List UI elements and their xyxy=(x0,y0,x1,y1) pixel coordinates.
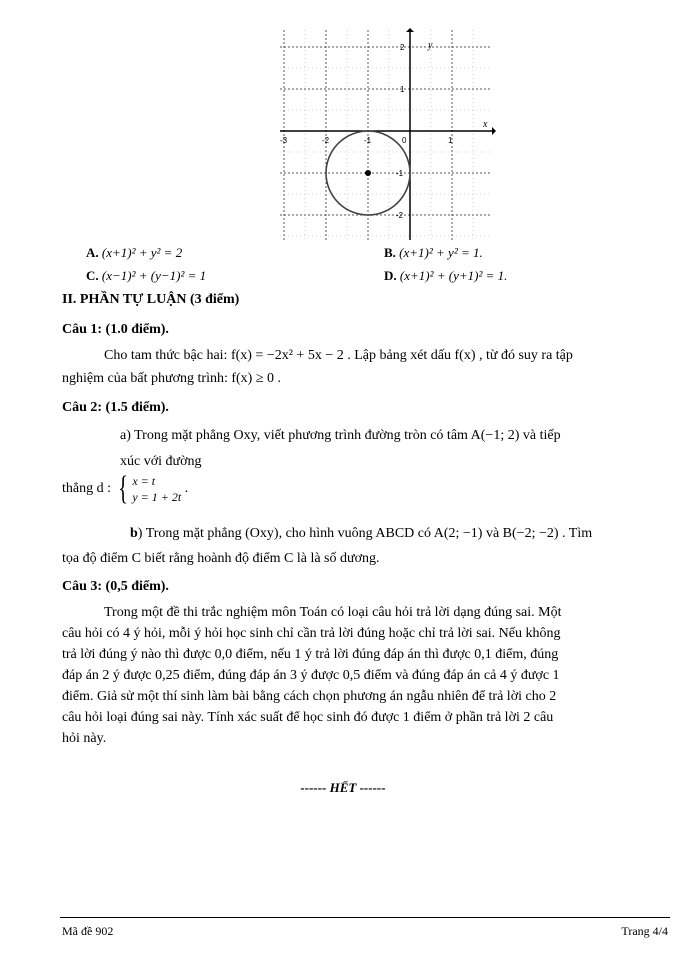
brace-symbol: { xyxy=(117,470,128,507)
q1-line1: Cho tam thức bậc hai: f(x) = −2x² + 5x − 2 . Lập bảng xét dấu f(x) , từ đó suy ra tập xyxy=(104,348,573,363)
y-axis-arrow xyxy=(406,28,414,32)
answer-c-text: (x−1)² + (y−1)² = 1 xyxy=(101,268,207,283)
x-tick-label: -1 xyxy=(364,136,372,145)
q1-line2: nghiệm của bất phương trình: f(x) ≥ 0 . xyxy=(62,371,282,386)
answer-b: B. (x+1)² + y² = 1. xyxy=(384,245,483,260)
x-tick-label: 1 xyxy=(448,136,453,145)
q3-line: câu hỏi có 4 ý hỏi, mỗi ý hỏi học sinh chỉ cần trả lời đúng hoặc chỉ trả lời sai. Nếu không xyxy=(62,626,561,641)
q2b-line2: tọa độ điểm C biết rằng hoành độ điểm C là là số dương. xyxy=(62,551,380,566)
q3-line: hỏi này. xyxy=(62,731,107,746)
answer-a-text: (x+1)² + y² = 2 xyxy=(101,245,183,260)
q2-title: Câu 2: (1.5 điểm). xyxy=(62,400,169,415)
q3-line: trả lời đúng ý nào thì được 0,0 điểm, nếu 1 ý trả lời đúng đáp án thì được 0,1 điểm, đúng xyxy=(62,647,559,662)
y-tick-label: 1 xyxy=(400,85,405,94)
q3-line: đáp án 2 ý được 0,25 điểm, đúng đáp án 3 ý được 0,5 điểm và đúng đáp án cả 4 ý được 1 xyxy=(62,668,560,683)
answer-d: D. (x+1)² + (y+1)² = 1. xyxy=(384,268,508,283)
y-tick-label: -2 xyxy=(396,211,404,220)
q2a-thang: thẳng d : xyxy=(62,481,111,496)
sys-eq1: x = t xyxy=(132,474,156,488)
circle-graph xyxy=(278,28,496,244)
y-tick-label: -1 xyxy=(396,169,404,178)
x-axis-arrow xyxy=(492,127,496,135)
q3-line: Trong một đề thi trắc nghiệm môn Toán có loại câu hỏi trả lời dạng đúng sai. Một xyxy=(104,605,562,620)
answer-c: C. (x−1)² + (y−1)² = 1 xyxy=(86,268,207,283)
q3-title: Câu 3: (0,5 điểm). xyxy=(62,579,169,594)
x-tick-label: -2 xyxy=(322,136,330,145)
q2a-line2: xúc với đường xyxy=(120,454,202,469)
q2a-line1: a) Trong mặt phẳng Oxy, viết phương trình đường tròn có tâm A(−1; 2) và tiếp xyxy=(120,428,561,443)
q2b-line1: b) Trong mặt phẳng (Oxy), cho hình vuông ABCD có A(2; −1) và B(−2; −2) . Tìm xyxy=(130,526,593,541)
sys-eq2: y = 1 + 2t xyxy=(132,490,182,504)
answer-d-text: (x+1)² + (y+1)² = 1. xyxy=(399,268,508,283)
y-axis-label: y xyxy=(428,40,433,51)
footer-divider xyxy=(60,917,670,918)
circle-center-point xyxy=(365,170,371,176)
footer-exam-code: Mã đề 902 xyxy=(62,924,114,938)
q1-title: Câu 1: (1.0 điểm). xyxy=(62,322,169,337)
x-axis-label: x xyxy=(483,119,488,130)
end-marker: ------ HẾT ------ xyxy=(300,780,386,795)
x-tick-label: 0 xyxy=(402,136,407,145)
answer-a: A. (x+1)² + y² = 2 xyxy=(86,245,183,260)
y-tick-label: 2 xyxy=(400,43,405,52)
footer-page-number: Trang 4/4 xyxy=(621,924,668,938)
q3-line: câu hỏi loại đúng sai này. Tính xác suất để học sinh đó được 1 điểm ở phần trả lời 2 câu xyxy=(62,710,554,725)
q3-line: điểm. Giả sử một thí sinh làm bài bằng cách chọn phương án ngẫu nhiên để trả lời cho 2 xyxy=(62,689,557,704)
q2a-system: thẳng d : { x = t y = 1 + 2t . xyxy=(62,470,189,507)
x-tick-label: -3 xyxy=(280,136,288,145)
section-title: II. PHẦN TỰ LUẬN (3 điểm) xyxy=(62,292,240,307)
answer-b-text: (x+1)² + y² = 1. xyxy=(399,245,483,260)
